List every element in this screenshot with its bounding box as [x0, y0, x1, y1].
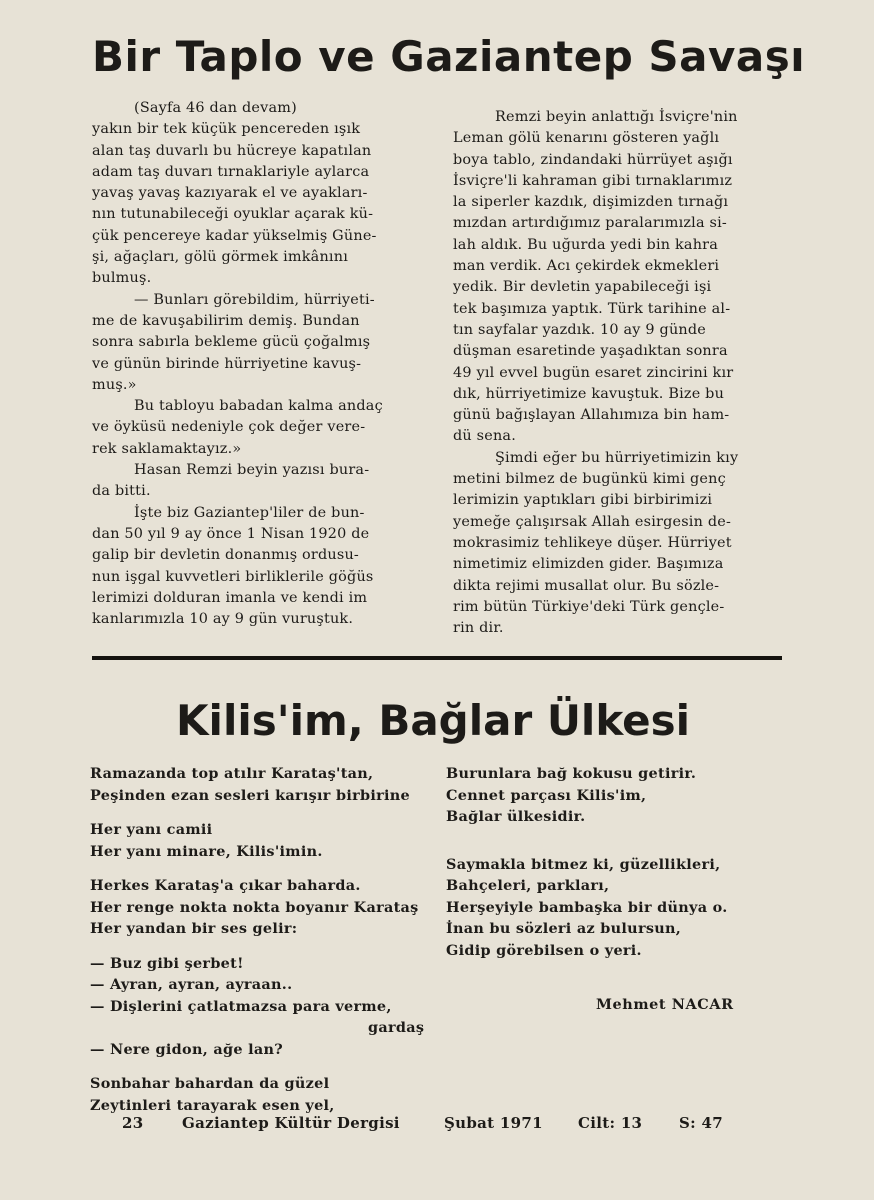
footer-date: Şubat 1971 — [444, 1114, 543, 1132]
poem-line: Her renge nokta nokta boyanır Karataş — [90, 898, 419, 916]
stanza-gap — [446, 841, 776, 854]
text-line: kanlarımızla 10 ay 9 gün vuruştuk. — [92, 611, 354, 628]
text-line: lerimizin yaptıkları gibi birbirimizi — [453, 492, 713, 509]
text-line: 49 yıl evvel bugün esaret zincirini kır — [453, 364, 734, 381]
poem-line: Herkes Karataş'a çıkar baharda. — [90, 877, 361, 894]
text-line: boya tablo, zindandaki hürrüyet aşığı — [453, 151, 733, 168]
poem-line: — Buz gibi şerbet! — [90, 954, 244, 972]
stanza-gap — [90, 940, 440, 953]
poem-line: Sonbahar bahardan da güzel — [90, 1075, 330, 1092]
text-line: şi, ağaçları, gölü görmek imkânını — [92, 249, 349, 266]
poem-column-right — [446, 763, 776, 961]
text-line: rin dir. — [453, 620, 504, 637]
text-line: la siperler kazdık, dişimizden tırnağı — [453, 194, 729, 211]
text-line: ve günün birinde hürriyetine kavuş- — [92, 355, 362, 372]
text-line: me de kavuşabilirim demiş. Bundan — [92, 312, 360, 329]
text-line: da bitti. — [92, 483, 151, 500]
article-title: Bir Taplo ve Gaziantep Savaşı — [92, 32, 806, 81]
poem-line: Her yanı minare, Kilis'imin. — [90, 842, 323, 860]
section-divider — [92, 656, 782, 660]
text-line: — Bunları görebildim, hürriyeti- — [134, 291, 375, 308]
text-line: İsviçre'li kahraman gibi tırnaklarımız — [453, 172, 733, 189]
text-line: nimetimiz elimizden gider. Başımıza — [453, 556, 724, 573]
text-line: muş.» — [92, 376, 137, 393]
footer-issue: S: 47 — [679, 1114, 723, 1132]
text-line: dü sena. — [453, 428, 516, 445]
poem-title: Kilis'im, Bağlar Ülkesi — [176, 696, 691, 745]
text-line: nun işgal kuvvetleri birliklerile göğüs — [92, 568, 374, 585]
text-line: dan 50 yıl 9 ay önce 1 Nisan 1920 de — [92, 525, 370, 542]
poem-line: gardaş — [368, 1019, 425, 1036]
text-line: Leman gölü kenarını gösteren yağlı — [453, 130, 720, 147]
text-line: bulmuş. — [92, 270, 152, 287]
stanza-gap — [446, 828, 776, 841]
text-line: mızdan artırdığımız paralarımızla si- — [453, 215, 727, 232]
poem-line: Cennet parçası Kilis'im, — [446, 786, 647, 804]
stanza-gap — [90, 1060, 440, 1073]
text-line: çük pencereye kadar yükselmiş Güne- — [92, 227, 377, 244]
poem-line: — Ayran, ayran, ayraan.. — [90, 976, 293, 993]
poem-author: Mehmet NACAR — [596, 996, 734, 1013]
poem-line: Ramazanda top atılır Karataş'tan, — [90, 765, 374, 782]
footer-magazine-name: Gaziantep Kültür Dergisi — [182, 1114, 400, 1132]
poem-line: — Dişlerini çatlatmazsa para verme, — [90, 997, 392, 1015]
text-line: galip bir devletin donanmış ordusu- — [92, 547, 359, 564]
poem-line: Her yandan bir ses gelir: — [90, 920, 298, 937]
text-line: sonra sabırla bekleme gücü çoğalmış — [92, 334, 371, 351]
poem-column-left — [90, 763, 440, 1116]
poem-line: Zeytinleri tarayarak esen yel, — [90, 1096, 335, 1114]
text-line: nın tutunabileceği oyuklar açarak kü- — [92, 206, 374, 223]
text-line: tek başımıza yaptık. Türk tarihine al- — [453, 300, 731, 317]
article-column-right — [453, 107, 787, 639]
text-line: rek saklamaktayız.» — [92, 440, 242, 457]
text-line: dikta rejimi musallat olur. Bu sözle- — [453, 577, 720, 594]
stanza-gap — [90, 862, 440, 875]
stanza-gap — [90, 806, 440, 819]
text-line: günü bağışlayan Allahımıza bin ham- — [453, 407, 730, 424]
text-line: yemeğe çalışırsak Allah esirgesin de- — [453, 513, 732, 530]
poem-line: — Nere gidon, ağe lan? — [90, 1040, 283, 1058]
text-line: düşman esaretinde yaşadıktan sonra — [453, 343, 728, 360]
text-line: (Sayfa 46 dan devam) — [134, 100, 297, 116]
text-line: mokrasimiz tehlikeye düşer. Hürriyet — [453, 534, 732, 551]
poem-line: Saymakla bitmez ki, güzellikleri, — [446, 855, 721, 873]
text-line: ve öyküsü nedeniyle çok değer vere- — [92, 419, 366, 436]
poem-line: Her yanı camii — [90, 821, 213, 838]
poem-line: Gidip görebilsen o yeri. — [446, 941, 642, 959]
text-line: Bu tabloyu babadan kalma andaç — [134, 398, 383, 415]
footer-volume: Cilt: 13 — [578, 1114, 643, 1132]
poem-line: İnan bu sözleri az bulursun, — [446, 920, 682, 937]
text-line: man verdik. Acı çekirdek ekmekleri — [453, 258, 720, 275]
text-line: alan taş duvarlı bu hücreye kapatılan — [92, 142, 372, 159]
text-line: Hasan Remzi beyin yazısı bura- — [134, 462, 370, 479]
poem-line: Burunlara bağ kokusu getirir. — [446, 765, 697, 782]
text-line: Şimdi eğer bu hürriyetimizin kıy — [495, 449, 739, 466]
text-line: tın sayfalar yazdık. 10 ay 9 günde — [453, 321, 707, 338]
poem-line: Bağlar ülkesidir. — [446, 808, 586, 825]
text-line: dık, hürriyetimize kavuştuk. Bize bu — [453, 385, 725, 402]
text-line: İşte biz Gaziantep'liler de bun- — [134, 504, 365, 521]
text-line: lerimizi dolduran imanla ve kendi im — [92, 589, 368, 606]
text-line: metini bilmez de bugünkü kimi genç — [453, 471, 726, 488]
text-line: yedik. Bir devletin yapabileceği işi — [453, 279, 712, 296]
text-line: lah aldık. Bu uğurda yedi bin kahra — [453, 236, 719, 253]
article-column-left — [92, 98, 430, 630]
poem-line: Peşinden ezan sesleri karışır birbirine — [90, 786, 410, 804]
text-line: Remzi beyin anlattığı İsviçre'nin — [495, 109, 738, 125]
text-line: yavaş yavaş kazıyarak el ve ayakları- — [92, 185, 368, 202]
poem-line: Herşeyiyle bambaşka bir dünya o. — [446, 898, 728, 916]
poem-line: Bahçeleri, parkları, — [446, 877, 610, 894]
text-line: yakın bir tek küçük pencereden ışık — [92, 121, 361, 138]
footer-page-number: 23 — [122, 1114, 144, 1132]
text-line: adam taş duvarı tırnaklariyle aylarca — [92, 163, 370, 180]
text-line: rim bütün Türkiye'deki Türk gençle- — [453, 598, 725, 615]
